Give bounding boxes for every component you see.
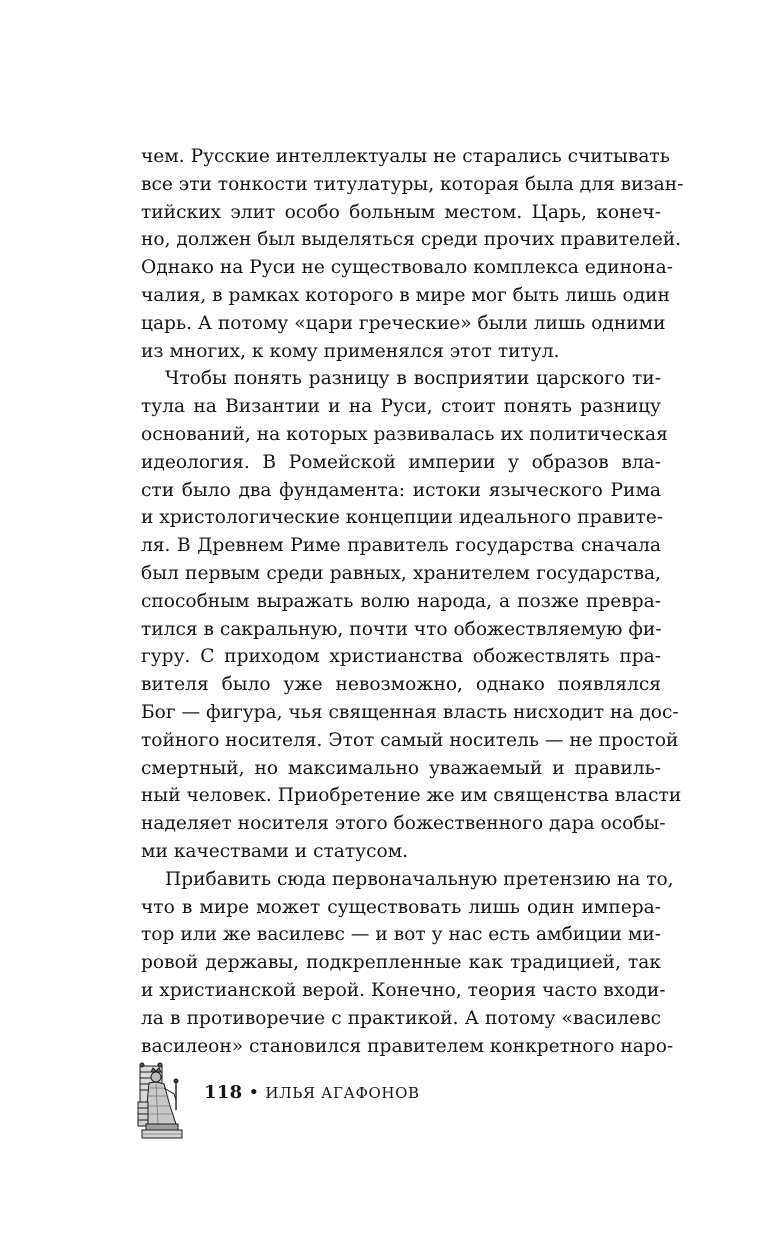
text-line: ный человек. Приобретение же им священства власти (141, 785, 682, 807)
text-line: из многих, к кому применялся этот титул. (141, 340, 560, 362)
text-line: василеон» становился правителем конкретного наро- (141, 1035, 674, 1057)
text-line: наделяет носителя этого божественного дара особы- (141, 813, 666, 835)
text-line: что в мире может существовать лишь один импера- (141, 896, 661, 918)
text-line: тийских элит особо больным местом. Царь, конеч- (141, 201, 661, 223)
text-line: все эти тонкости титулатуры, которая была для визан- (141, 173, 684, 195)
text-line: ровой державы, подкрепленные как традицией, так (141, 952, 661, 974)
author-name: ИЛЬЯ АГАФОНОВ (265, 1084, 420, 1102)
text-line: тор или же василевс — и вот у нас есть амбиции ми- (141, 924, 661, 946)
text-line: но, должен был выделяться среди прочих правителей. (141, 229, 682, 251)
page-footer (130, 1062, 550, 1142)
text-line: способным выражать волю народа, а позже превра- (141, 590, 661, 612)
text-line: Однако на Руси не существовало комплекса единона- (141, 257, 673, 279)
seated-king-engraving-icon (130, 1062, 192, 1142)
text-line: смертный, но максимально уважаемый и правиль- (141, 757, 661, 779)
text-line: царь. А потому «цари греческие» были лишь одними (141, 312, 666, 334)
text-line: сти было два фундамента: истоки языческого Рима (141, 479, 661, 501)
text-line: тула на Византии и на Руси, стоит понять разницу (141, 396, 661, 418)
text-line: ля. В Древнем Риме правитель государства сначала (141, 535, 661, 557)
running-footer (204, 1082, 420, 1103)
text-line: и христианской верой. Конечно, теория часто входи- (141, 979, 666, 1001)
text-line: Чтобы понять разницу в восприятии царского ти- (165, 368, 661, 390)
text-line: тился в сакральную, почти что обожествляемую фи- (141, 618, 662, 640)
text-line: был первым среди равных, хранителем государства, (141, 562, 661, 584)
text-line: ми качествами и статусом. (141, 840, 409, 862)
text-line: чалия, в рамках которого в мире мог быть лишь один (141, 284, 670, 306)
text-line: тойного носителя. Этот самый носитель — не простой (141, 729, 679, 751)
text-line: Бог — фигура, чья священная власть нисходит на дос- (141, 701, 679, 723)
footer-separator: • (248, 1082, 260, 1103)
body-text (141, 143, 684, 1060)
text-line: вителя было уже невозможно, однако появлялся (141, 674, 661, 696)
text-line: идеология. В Ромейской империи у образов вла- (141, 451, 661, 473)
text-line: Прибавить сюда первоначальную претензию на то, (165, 868, 674, 890)
text-line: гуру. С приходом христианства обожествлять пра- (141, 646, 661, 668)
text-line: и христологические концепции идеального правите- (141, 507, 664, 529)
text-line: ла в противоречие с практикой. А потому «василевс (141, 1007, 661, 1029)
text-line: чем. Русские интеллектуалы не старались считывать (141, 146, 670, 167)
page-number: 118 (204, 1082, 243, 1103)
text-line: оснований, на которых развивалась их политическая (141, 423, 668, 445)
